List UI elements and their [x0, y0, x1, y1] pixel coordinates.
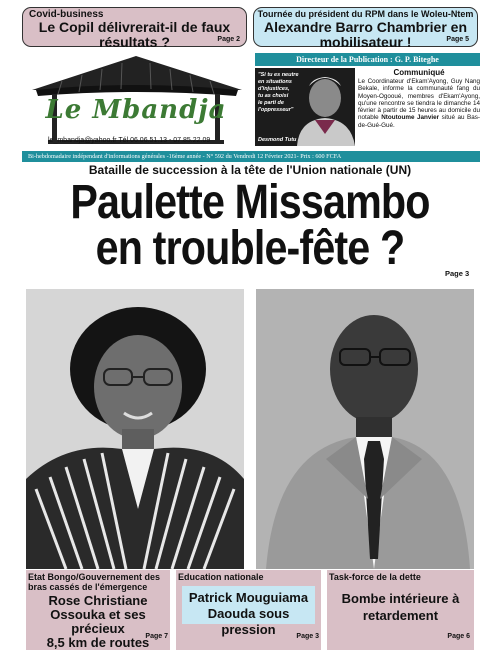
teaser-headline: Rose Christiane Ossouka et ses précieux 8,5 km de routes — [46, 593, 150, 650]
photo-alexandre-barro-chambrier — [256, 289, 474, 569]
teaser-kicker: Task-force de la dette — [329, 572, 421, 582]
main-headline[interactable]: Paulette Missambo en trouble-fête ? — [70, 176, 430, 275]
edition-bar: Bi-hebdomadaire indépendant d'informations générales -16ème année - N° 592 du Vendredi 12 Février 2021- Prix : 600 FCFA — [22, 151, 480, 162]
page-ref: Page 7 — [145, 633, 168, 640]
logo-title: Le Mbandja — [45, 95, 227, 125]
page-ref: Page 5 — [446, 36, 469, 43]
contact-line: le_mbandja@yahoo.fr Tél 06.06.51.13 - 07.85.22.09 — [48, 137, 211, 144]
teaser-barro-chambrier[interactable] — [253, 7, 478, 50]
photo-paulette-missambo — [26, 289, 244, 569]
director-bar: Directeur de la Publication : G. P. Biteghe — [255, 53, 480, 66]
teaser-headline: Bombe intérieure à retardement — [341, 591, 460, 623]
page-ref: Page 6 — [447, 633, 470, 640]
teaser-headline: Alexandre Barro Chambrier en mobilisateur ! — [263, 19, 468, 50]
teaser-headline: Le Copil délivrerait-il de faux résultats ? — [38, 19, 231, 50]
masthead-logo — [22, 50, 250, 150]
communique-body: Le Coordinateur d'Ekam'Ayong, Guy Nang Bekale, informe la communauté fang du Moyen-Ogooué, membres d'Ekam'Ayong, qu'une rencontre se tiendra le dimanche 14 février à partir de 15 heures au domicile du notable — [358, 78, 480, 122]
teaser-mouguiama[interactable] — [176, 570, 321, 650]
main-kicker: Bataille de succession à la tête de l'Union nationale (UN) — [88, 163, 412, 177]
woman-portrait-icon — [26, 289, 244, 569]
teaser-copil[interactable] — [22, 7, 247, 50]
teaser-kicker: Education nationale — [178, 572, 264, 582]
teaser-dette[interactable] — [327, 570, 474, 650]
main-page-ref: Page 3 — [445, 269, 470, 278]
teaser-kicker: Tournée du président du RPM dans le Woleu-Ntem — [257, 9, 474, 19]
quote-box — [255, 68, 355, 146]
communique-body-end: situé au Bas-de-Gué-Gué. — [358, 114, 480, 129]
tutu-quote: "Si tu es neutre en situations d'injustices, tu as choisi le parti de l'oppresseur" — [258, 72, 299, 113]
page-ref: Page 2 — [217, 36, 240, 43]
communique-highlight: Ntoutoume Janvier — [381, 114, 440, 122]
communique-title: Communiqué — [393, 68, 445, 77]
teaser-kicker: Covid-business — [29, 9, 104, 20]
quote-author: Desmond Tutu — [258, 137, 297, 143]
man-portrait-icon — [256, 289, 474, 569]
teaser-headline: Patrick Mouguiama Daouda sous pression — [188, 590, 309, 637]
communique — [358, 68, 480, 148]
teaser-ossouka[interactable] — [26, 570, 170, 650]
teaser-highlight-box — [182, 586, 315, 637]
page-ref: Page 3 — [296, 633, 319, 640]
teaser-kicker: Etat Bongo/Gouvernement des bras cassés de l'émergence — [28, 572, 161, 592]
